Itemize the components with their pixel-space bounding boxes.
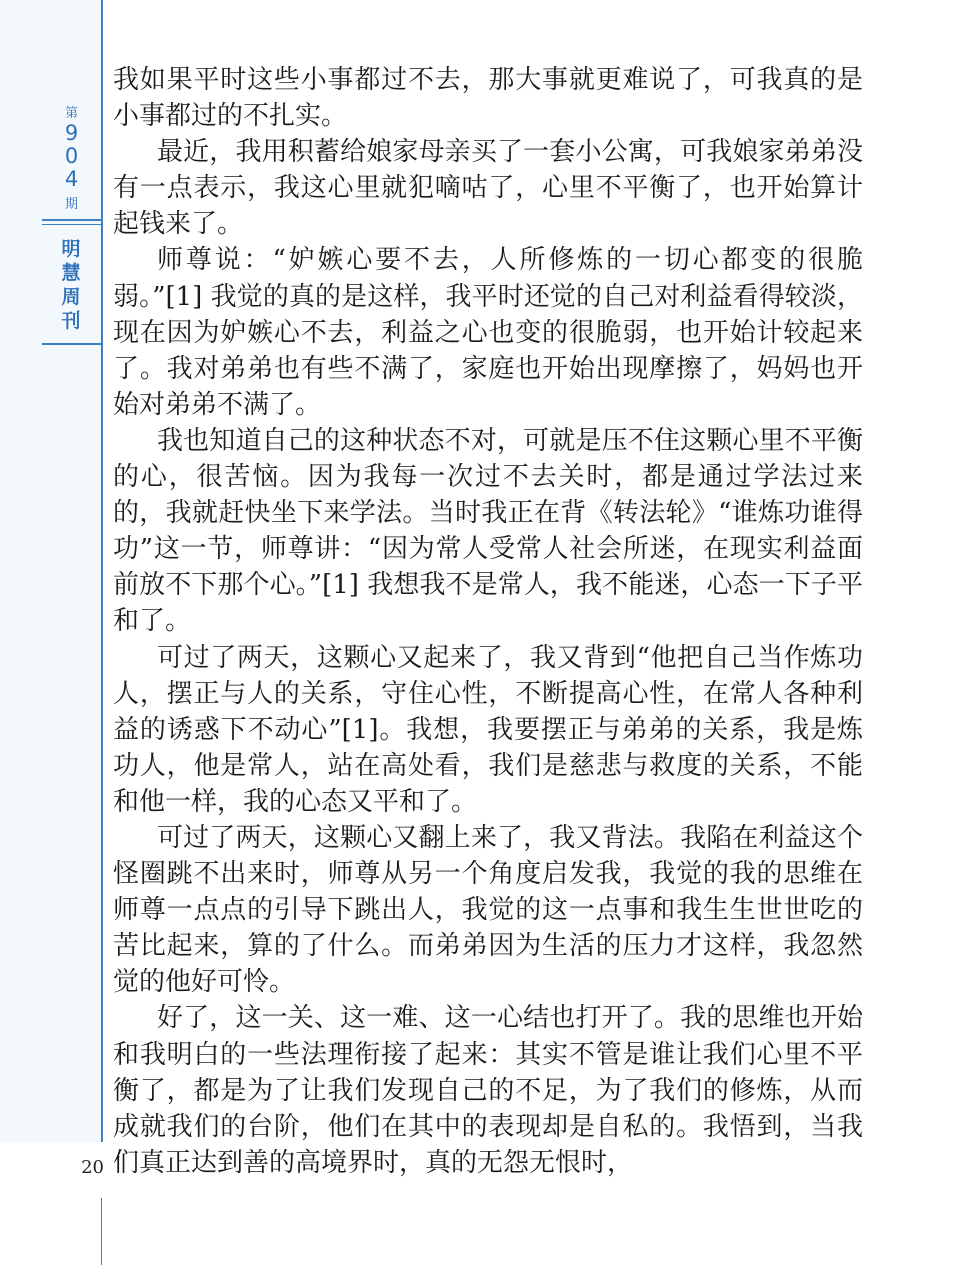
magazine-title-char: 慧 [61,262,82,284]
magazine-title-char: 周 [61,286,82,308]
page-number: 20 [81,1157,104,1178]
paragraph: 我也知道自己的这种状态不对，可就是压不住这颗心里不平衡的心，很苦恼。因为我每一次过不去关时，都是通过学法过来的，我就赶快坐下来学法。当时我正在背《转法轮》“谁炼功谁得功”这一节，师尊讲：“因为常人受常人社会所迷，在现实利益面前放不下那个心。”[1] 我想我不是常人，我不能迷，心态一下子平和了。 [113,425,863,637]
issue-digit: 0 [64,144,79,168]
paragraph: 可过了两天，这颗心又翻上来了，我又背法。我陷在利益这个怪圈跳不出来时，师尊从另一个角度启发我，我觉的我的思维在师尊一点点的引导下跳出人，我觉的这一点事和我生生世世吃的苦比起来，算的了什么。而弟弟因为生活的压力才这样，我忽然觉的他好可怜。 [113,822,863,998]
magazine-title [42,237,101,333]
sidebar-divider [42,219,101,221]
issue-digit: 4 [64,167,79,191]
issue-suffix: 期 [64,197,78,212]
paragraph: 师尊说：“妒嫉心要不去，人所修炼的一切心都变的很脆弱。”[1] 我觉的真的是这样，我平时还觉的自己对利益看得较淡，现在因为妒嫉心不去，利益之心也变的很脆弱，也开始计较起来了。我对弟弟也有些不满了，家庭也开始出现摩擦了，妈妈也开始对弟弟不满了。 [113,245,863,420]
margin-rule [101,0,103,1142]
issue-prefix: 第 [64,106,78,121]
issue-digit: 9 [64,121,79,145]
sidebar-divider [42,343,101,345]
paragraph: 最近，我用积蓄给娘家母亲买了一套小公寓，可我娘家弟弟没有一点表示，我这心里就犯嘀咕了，心里不平衡了，也开始算计起钱来了。 [113,137,863,240]
magazine-title-char: 明 [61,238,82,260]
paragraph: 可过了两天，这颗心又起来了，我又背到“他把自己当作炼功人，摆正与人的关系，守住心性，不断提高心性，在常人各种利益的诱惑下不动心”[1]。我想，我要摆正与弟弟的关系，我是炼功人，他是常人，站在高处看，我们是慈悲与救度的关系，不能和他一样，我的心态又平和了。 [113,642,863,817]
paragraph: 好了，这一关、这一难、这一心结也打开了。我的思维也开始和我明白的一些法理衔接了起来：其实不管是谁让我们心里不平衡了，都是为了让我们发现自己的不足，为了我们的修炼，从而成就我们的台阶，他们在其中的表现却是自私的。我悟到，当我们真正达到善的高境界时，真的无怨无恨时， [113,1003,863,1178]
sidebar-divider [42,224,101,225]
margin-rule-bottom [101,1198,102,1265]
article-body [113,62,863,1181]
paragraph: 我如果平时这些小事都过不去，那大事就更难说了，可我真的是小事都过的不扎实。 [113,65,863,132]
magazine-title-char: 刊 [61,310,82,332]
issue-sidebar [42,100,101,345]
